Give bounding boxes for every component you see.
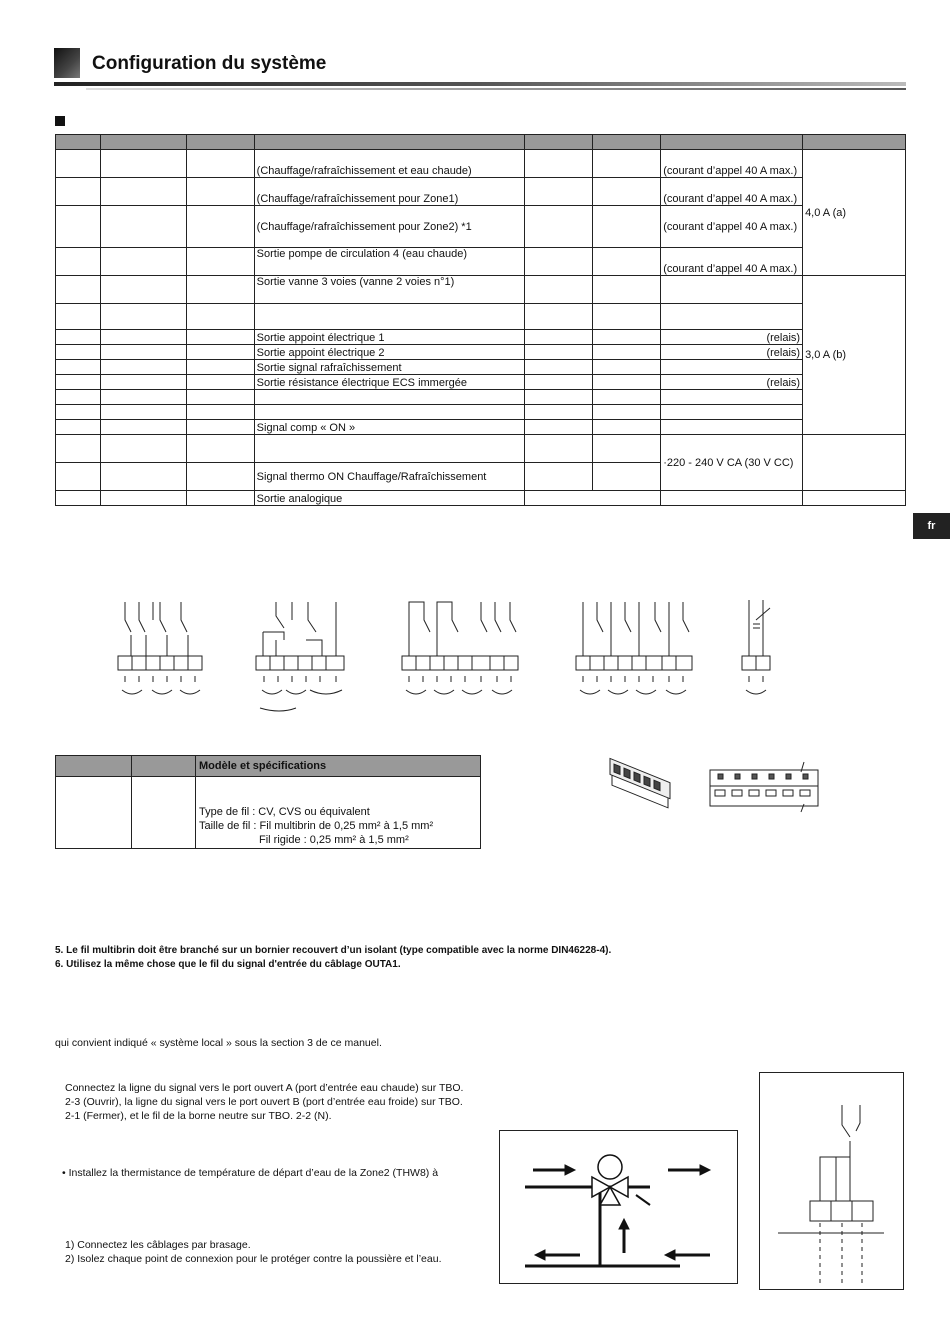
terminal-block-1 (118, 602, 202, 694)
valve-instructions (65, 1081, 463, 1123)
terminal-block-5 (742, 600, 770, 694)
title-rule (54, 82, 906, 86)
table-row: (Chauffage/rafraîchissement et eau chaude) (courant d’appel 40 A max.) 4,0 A (a) (56, 150, 906, 178)
table-row (56, 390, 906, 405)
spec-table (55, 755, 481, 849)
table-row: Sortie appoint électrique 2 (relais) (56, 345, 906, 360)
table-row: Sortie résistance électrique ECS immergée (relais) (56, 375, 906, 390)
note-5: 5. Le fil multibrin doit être branché sur un bornier recouvert d’un isolant (type compatible avec la norme DIN46228-4). (55, 945, 612, 956)
relay-drawing (760, 1073, 903, 1289)
note-6: 6. Utilisez la même chose que le fil du signal d'entrée du câblage OUTA1. (55, 959, 401, 970)
spec-line: Taille de fil : Fil multibrin de 0,25 mm² à 1,5 mm² (199, 820, 434, 832)
valve-instruction-line: 2-1 (Fermer), et le fil de la borne neutre sur TBO. 2-2 (N). (65, 1110, 332, 1122)
table-row: (Chauffage/rafraîchissement pour Zone2) *1 (courant d’appel 40 A max.) (56, 206, 906, 248)
valve-instruction-line: Connectez la ligne du signal vers le port ouvert A (port d’entrée eau chaude) sur TBO. (65, 1082, 464, 1094)
local-system-text: qui convient indiqué « système local » sous la section 3 de ce manuel. (55, 1037, 382, 1049)
relay-wiring-diagram (759, 1072, 904, 1290)
table-row: Signal comp « ON » (56, 420, 906, 435)
table-row: Sortie analogique (56, 491, 906, 506)
soldering-instructions (65, 1238, 442, 1266)
terminal-block-3 (402, 602, 518, 694)
valve-drawing (500, 1131, 737, 1283)
terminal-block-2 (256, 602, 344, 711)
soldering-step: 2) Isolez chaque point de connexion pour le protéger contre la poussière et l’eau. (65, 1253, 442, 1265)
table-row (56, 435, 906, 463)
thermistor-text: • Installez la thermistance de température de départ d’eau de la Zone2 (THW8) à (62, 1167, 439, 1179)
table-row: Sortie signal rafraîchissement (56, 360, 906, 375)
spec-header: Modèle et spécifications (196, 756, 481, 777)
section-marker (55, 116, 65, 126)
connector-illustrations (604, 752, 834, 814)
table-row: Signal thermo ON Chauffage/Rafraîchissement (56, 463, 906, 491)
table-row: (Chauffage/rafraîchissement pour Zone1) (courant d’appel 40 A max.) (56, 178, 906, 206)
fuse-b: 3,0 A (b) (803, 276, 906, 435)
table-row (56, 405, 906, 420)
terminal-wiring-diagrams (100, 590, 800, 720)
table-header-row (56, 135, 906, 150)
valve-instruction-line: 2-3 (Ouvrir), la ligne du signal vers le port ouvert B (port d’entrée eau froide) sur TBO. (65, 1096, 463, 1108)
output-table (55, 134, 906, 506)
spec-line: Type de fil : CV, CVS ou équivalent (199, 806, 370, 818)
table-row (56, 304, 906, 330)
voltage: ·220 - 240 V CA (30 V CC) (661, 435, 803, 491)
title-marker (54, 48, 80, 78)
table-row: Sortie vanne 3 voies (vanne 2 voies n°1) 3,0 A (b) (56, 276, 906, 304)
table-row: Sortie pompe de circulation 4 (eau chaude) (courant d’appel 40 A max.) (56, 248, 906, 276)
language-tab[interactable]: fr (913, 513, 950, 539)
terminal-block-4 (576, 602, 692, 694)
three-way-valve-diagram (499, 1130, 738, 1284)
connector-front-view (710, 762, 818, 812)
table-row: Sortie appoint électrique 1 (relais) (56, 330, 906, 345)
title-rule-secondary (86, 88, 906, 90)
fuse-a: 4,0 A (a) (803, 150, 906, 276)
connector-iso-view (610, 758, 670, 808)
soldering-step: 1) Connectez les câblages par brasage. (65, 1239, 251, 1251)
spec-line: Fil rigide : 0,25 mm² à 1,5 mm² (259, 834, 409, 846)
page-title: Configuration du système (92, 53, 327, 74)
